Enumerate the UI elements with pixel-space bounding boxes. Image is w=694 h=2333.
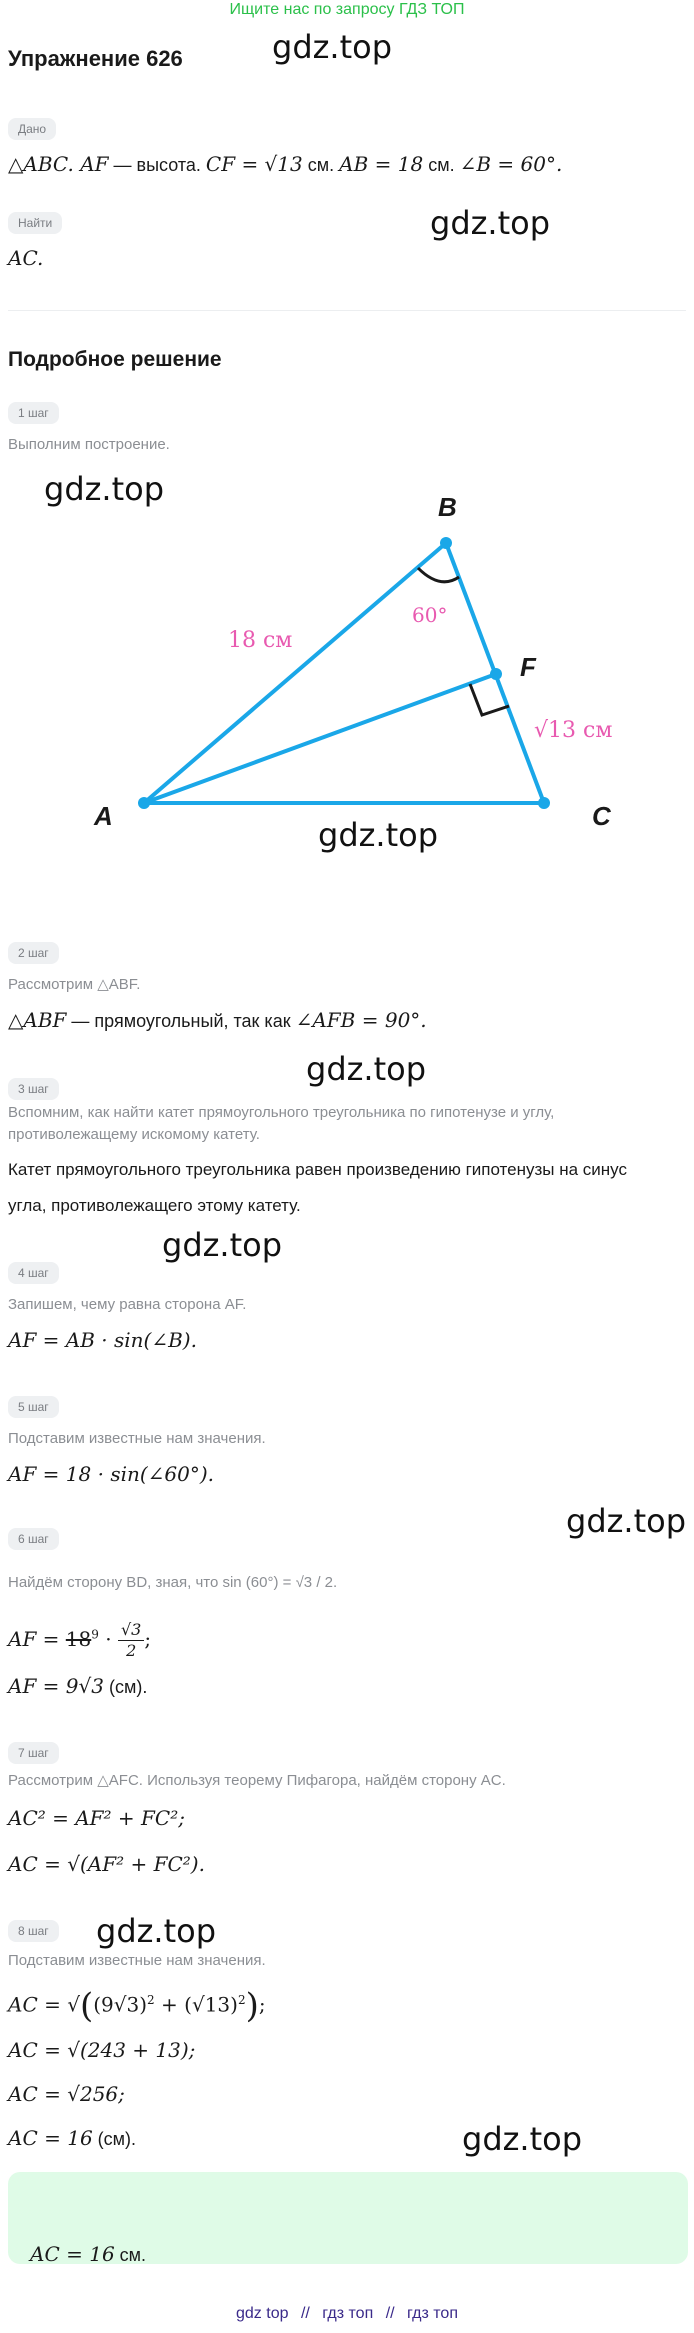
footer-link[interactable]: гдз топ — [407, 2305, 458, 2322]
given-expr-d: ∠B = 60°. — [459, 152, 563, 176]
label-b: B — [438, 492, 457, 522]
step-text: Рассмотрим △ABF. — [8, 976, 141, 993]
step-badge: 3 шаг — [8, 1078, 59, 1100]
step-2-expr-2: ∠AFB = 90°. — [295, 1008, 427, 1032]
exercise-title: Упражнение 626 — [8, 46, 183, 71]
vertex-a-dot — [138, 797, 150, 809]
watermark: gdz.top — [162, 1226, 283, 1264]
step-text: Подставим известные нам значения. — [8, 1952, 266, 1969]
vertex-f-dot — [490, 668, 502, 680]
watermark: gdz.top — [462, 2120, 583, 2158]
section-divider — [8, 310, 686, 311]
answer-unit: см. — [114, 2245, 147, 2265]
vertex-c-dot — [538, 797, 550, 809]
step-text: Запишем, чему равна сторона AF. — [8, 1296, 247, 1313]
given-unit: см. — [302, 155, 340, 175]
step-badge: 2 шаг — [8, 942, 59, 964]
answer-value: AC = 16 — [30, 2242, 115, 2266]
step-badge: 5 шаг — [8, 1396, 59, 1418]
label-a: A — [94, 801, 113, 831]
given-badge: Дано — [8, 118, 56, 140]
label-c: C — [592, 801, 611, 831]
step-6-formula-1: AF = $18^9$ · $\frac{√3}{2}$ ; — [8, 1620, 152, 1660]
watermark: gdz.top — [272, 28, 393, 66]
step-4-formula: AF = AB · sin(∠B). — [8, 1328, 197, 1352]
step-5-formula: AF = 18 · sin(∠60°). — [8, 1462, 215, 1486]
answer-expr — [30, 2240, 146, 2269]
step-badge: 8 шаг — [8, 1920, 59, 1942]
given-expr-b: CF = √13 — [205, 152, 303, 176]
step-text: Рассмотрим △AFC. Используя теорему Пифагора, найдём сторону AC. — [8, 1772, 506, 1789]
label-angle-b: 60° — [412, 603, 448, 627]
step-8-formula-3: AC = √256; — [8, 2082, 125, 2106]
step-text: Подставим известные нам значения. — [8, 1430, 266, 1447]
step-8-formula-2: AC = √(243 + 13); — [8, 2038, 196, 2062]
step-7-formula-2: AC = √(AF² + FC²). — [8, 1852, 205, 1876]
given-unit-2: см. — [423, 155, 460, 175]
step-7-formula-1: AC² = AF² + FC²; — [8, 1806, 185, 1830]
step-badge: 7 шаг — [8, 1742, 59, 1764]
step-3-body: Катет прямоугольного треугольника равен произведению гипотенузы на синус угла, противолежащего этому катету. — [8, 1160, 627, 1215]
solution-heading: Подробное решение — [8, 348, 222, 371]
footer-link[interactable]: гдз топ — [322, 2305, 374, 2322]
side-ab — [144, 543, 446, 803]
footer-link[interactable]: gdz top — [236, 2305, 289, 2322]
given-expr-c: AB = 18 — [339, 152, 424, 176]
step-8-formula-4-unit: (см). — [92, 2129, 137, 2149]
step-badge: 4 шаг — [8, 1262, 59, 1284]
footer-separator: // — [300, 2305, 310, 2322]
step-8-formula-4-expr: AC = 16 — [8, 2126, 93, 2150]
step-6-formula-2 — [8, 1672, 147, 1701]
step-6-formula-2-unit: (см). — [104, 1677, 148, 1697]
footer-links — [0, 2305, 694, 2323]
vertex-b-dot — [440, 537, 452, 549]
given-dash: — высота. — [108, 155, 206, 175]
step-text: Найдём сторону BD, зная, что sin (60°) = √3 / 2. — [8, 1574, 338, 1591]
footer-separator: // — [385, 2305, 395, 2322]
step-8-formula-1: AC = $√((9√3)^2 + (√13)^2)$; — [8, 1986, 266, 2027]
label-f: F — [520, 652, 536, 682]
top-banner[interactable]: Ищите нас по запросу ГДЗ ТОП — [229, 1, 465, 18]
watermark: gdz.top — [566, 1502, 687, 1540]
angle-arc-b — [418, 568, 459, 582]
step-text: Вспомним, как найти катет прямоугольного треугольника по гипотенузе и углу, противолежащему искомому катету. — [8, 1104, 555, 1143]
given-expr-a: △ABC. AF — [8, 152, 109, 176]
step-8-formula-4 — [8, 2124, 136, 2153]
label-fc-length: √13 см — [534, 718, 613, 743]
watermark: gdz.top — [44, 470, 165, 508]
find-badge: Найти — [8, 212, 62, 234]
triangle-sides — [144, 543, 544, 803]
find-expr: AC. — [8, 246, 44, 270]
label-ab-length: 18 см — [228, 628, 293, 653]
triangle-diagram — [0, 480, 694, 880]
step-6-formula-2-expr: AF = 9√3 — [8, 1674, 104, 1698]
step-badge: 6 шаг — [8, 1528, 59, 1550]
watermark: gdz.top — [430, 204, 551, 242]
given-text — [8, 150, 562, 179]
step-text: Выполним построение. — [8, 436, 170, 453]
watermark: gdz.top — [306, 1050, 427, 1088]
step-badge: 1 шаг — [8, 402, 59, 424]
watermark: gdz.top — [318, 816, 439, 854]
watermark: gdz.top — [96, 1912, 217, 1950]
step-2-text: — прямоугольный, так как — [66, 1011, 296, 1031]
step-2-expr: △ABF — [8, 1008, 67, 1032]
height-af — [144, 674, 496, 803]
step-2-statement — [8, 1006, 427, 1035]
